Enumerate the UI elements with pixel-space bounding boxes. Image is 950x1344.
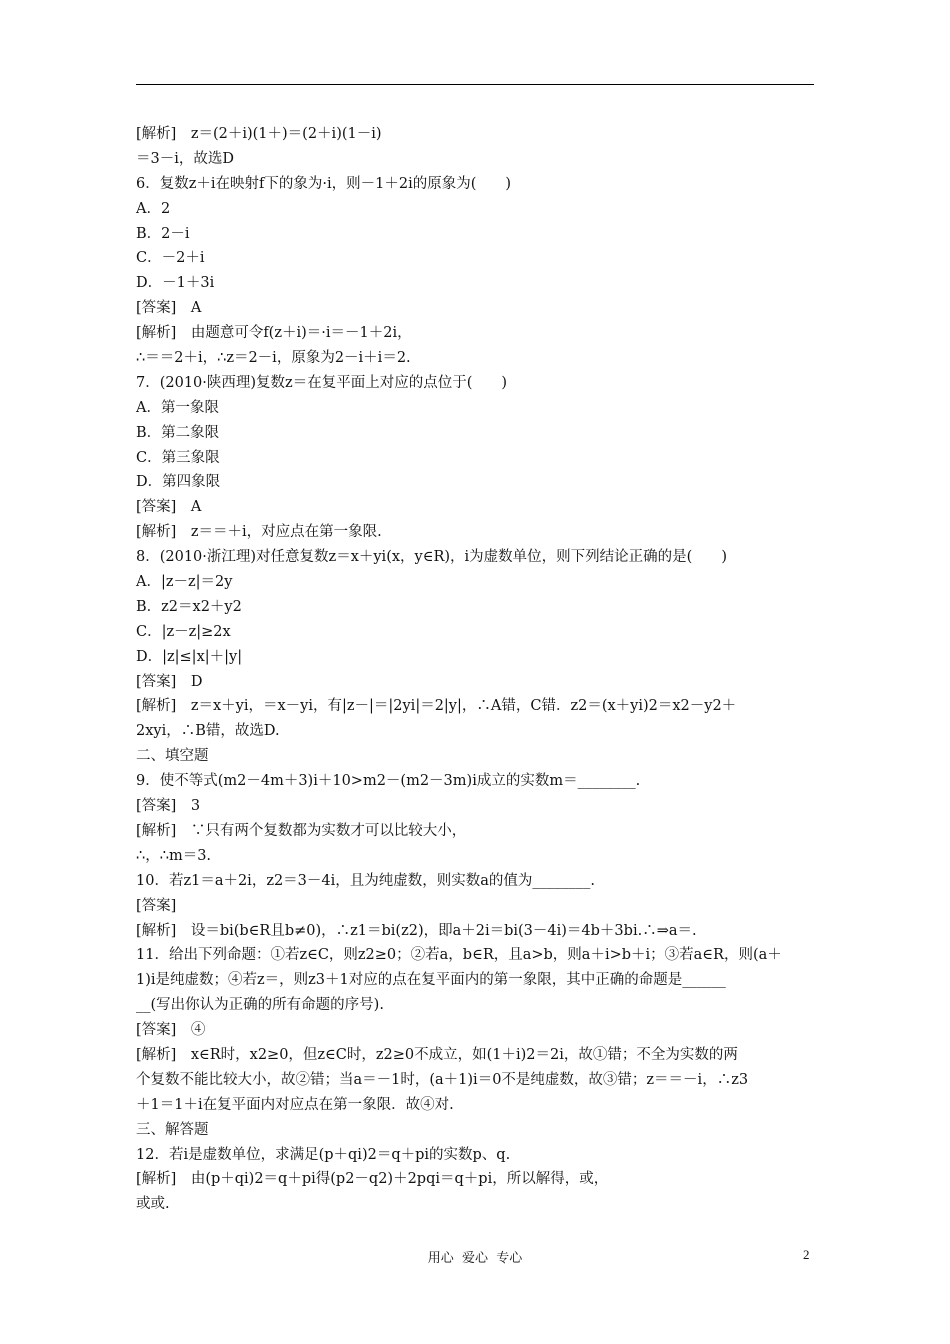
text-line: 6．复数z＋i在映射f下的象为·i，则－1＋2i的原象为( ): [136, 175, 512, 192]
text-line: A．第一象限: [136, 399, 219, 416]
text-line: [解析] 由(p＋qi)2＝q＋pi得(p2－q2)＋2pqi＝q＋pi，所以解得，或，: [136, 1171, 609, 1188]
text-line: [答案] A: [136, 300, 202, 317]
text-line: 11．给出下列命题：①若z∈C，则z2≥0；②若a，b∈R，且a>b，则a＋i>b＋i；③若a∈R，则(a＋: [136, 947, 782, 964]
text-line: 或或.: [136, 1196, 170, 1213]
text-line: D．－1＋3i: [136, 275, 215, 292]
page-number: 2: [803, 1247, 810, 1262]
text-line: A．2: [136, 200, 171, 217]
text-line: [解析] x∈R时，x2≥0，但z∈C时，z2≥0不成立，如(1＋i)2＝2i，故①错；不全为实数的两: [136, 1046, 738, 1063]
text-line: [答案]: [136, 897, 177, 914]
text-line: 2xyi，∴B错，故选D.: [136, 723, 280, 740]
text-line: __(写出你认为正确的所有命题的序号).: [136, 997, 384, 1014]
text-line: 12．若i是虚数单位，求满足(p＋qi)2＝q＋pi的实数p、q.: [136, 1146, 511, 1163]
text-line: [答案] D: [136, 673, 203, 690]
text-line: [解析] z＝x＋yi，＝x－yi，有|z－|＝|2yi|＝2|y|，∴A错，C错．z2＝(x＋yi)2＝x2－y2＋: [136, 698, 737, 715]
text-line: ∴，∴m＝3.: [136, 847, 212, 864]
text-line: 7．(2010·陕西理)复数z＝在复平面上对应的点位于( ): [136, 374, 508, 391]
text-line: 1)i是纯虚数；④若z＝，则z3＋1对应的点在复平面内的第一象限，其中正确的命题是______: [136, 972, 726, 989]
footer-slogan: 用心 爱心 专心: [427, 1251, 523, 1266]
text-line: D．第四象限: [136, 474, 221, 491]
text-line: [解析] ∵只有两个复数都为实数才可以比较大小，: [136, 822, 467, 839]
text-line: ＋1＝1＋i在复平面内对应点在第一象限．故④对.: [136, 1096, 454, 1113]
text-line: D．|z|≤|x|＋|y|: [136, 648, 243, 665]
text-line: [解析] 设＝bi(b∈R且b≠0)，∴z1＝bi(z2)，即a＋2i＝bi(3－4i)＝4b＋3bi.∴⇒a＝.: [136, 922, 697, 939]
text-line: ＝3－i，故选D: [136, 150, 234, 167]
text-line: [解析] 由题意可令f(z＋i)＝·i＝－1＋2i，: [136, 325, 412, 342]
text-line: A．|z－z|＝2y: [136, 574, 233, 591]
text-line: 9．使不等式(m2－4m＋3)i＋10>m2－(m2－3m)i成立的实数m＝________.: [136, 773, 641, 790]
text-line: B．2－i: [136, 225, 190, 242]
text-line: 三、解答题: [136, 1121, 209, 1138]
text-line: B．第二象限: [136, 424, 220, 441]
text-line: 10．若z1＝a＋2i，z2＝3－4i，且为纯虚数，则实数a的值为________.: [136, 872, 596, 889]
text-line: C．|z－z|≥2x: [136, 623, 231, 640]
text-line: [答案] A: [136, 499, 202, 516]
text-line: C．－2＋i: [136, 250, 205, 267]
header-rule: [136, 84, 814, 85]
text-line: 8．(2010·浙江理)对任意复数z＝x＋yi(x，y∈R)，i为虚数单位，则下列结论正确的是( ): [136, 549, 727, 566]
text-line: [答案] ④: [136, 1022, 206, 1039]
text-line: B．z2＝x2＋y2: [136, 598, 242, 615]
text-line: C．第三象限: [136, 449, 220, 466]
text-line: [解析] z＝＝＋i，对应点在第一象限.: [136, 524, 382, 541]
text-line: 个复数不能比较大小，故②错；当a＝－1时，(a＋1)i＝0不是纯虚数，故③错；z＝＝－i，∴z3: [136, 1071, 749, 1088]
text-line: 二、填空题: [136, 748, 209, 765]
text-line: [答案] 3: [136, 798, 201, 815]
text-line: [解析] z＝(2＋i)(1＋)＝(2＋i)(1－i): [136, 126, 382, 142]
document-body: [136, 122, 816, 1217]
text-line: ∴＝＝2＋i，∴z＝2－i，原象为2－i＋i＝2.: [136, 350, 411, 367]
